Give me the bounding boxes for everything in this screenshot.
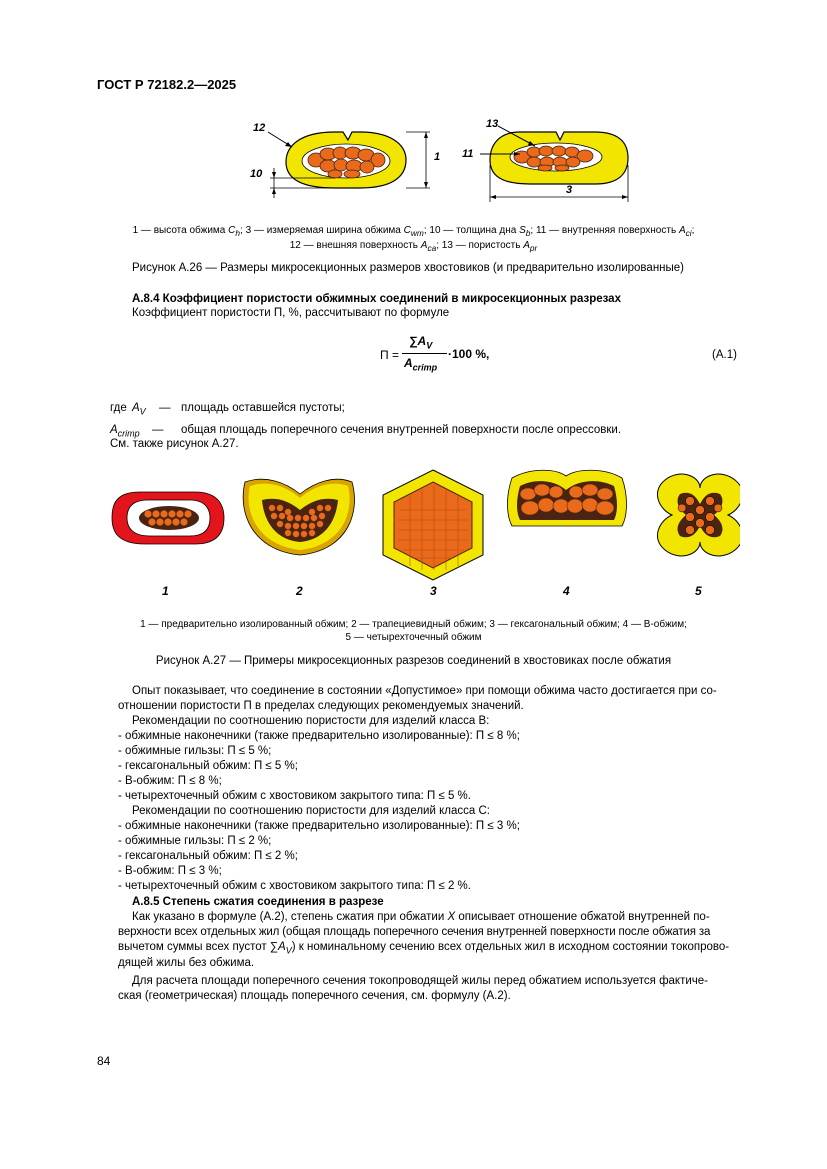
classB-intro: Рекомендации по соотношению пористости для изделий класса В:: [132, 715, 490, 727]
figure-a27: [100, 460, 740, 610]
fig27-legend-line2: 5 — четырехточечный обжим: [345, 632, 482, 643]
formula-number: (А.1): [712, 349, 737, 361]
classB-item-3: - гексагональный обжим: П ≤ 5 %;: [118, 760, 298, 772]
classC-intro: Рекомендации по соотношению пористости для изделий класса С:: [132, 805, 490, 817]
fig26-label-12: 12: [253, 122, 266, 134]
fig26-label-3: 3: [566, 184, 573, 196]
document-header: ГОСТ Р 72182.2—2025: [97, 77, 237, 92]
section-a84-intro: Коэффициент пористости П, %, рассчитывают по формуле: [132, 307, 450, 319]
fig27-item-2-trapezoidal: [243, 479, 354, 555]
body-p1-line2: отношении пористости П в пределах следующих рекомендуемых значений.: [118, 700, 524, 712]
classC-item-2: - обжимные гильзы: П ≤ 2 %;: [118, 835, 272, 847]
fig26-label-10: 10: [250, 168, 263, 180]
classB-item-4: - В-обжим: П ≤ 8 %;: [118, 775, 222, 787]
formula-lhs: П =: [380, 348, 399, 362]
fig27-legend-line1: 1 — предварительно изолированный обжим; 2 — трапециевидный обжим; 3 — гексагональный обжим; 4 — В-обжим;: [140, 619, 687, 630]
fig26-label-1: 1: [434, 151, 441, 163]
fig26-crimp-right: [480, 126, 628, 202]
a85-p2-line2: ская (геометрическая) площадь поперечного сечения, см. формулу (А.2).: [118, 990, 511, 1002]
see-also: См. также рисунок А.27.: [110, 438, 239, 450]
fig27-number-1: 1: [162, 584, 169, 598]
fig26-label-11: 11: [462, 148, 474, 160]
a85-p1-line2: верхности всех отдельных жил (общая площадь поперечного сечения внутренней поверхности после обжатия за: [118, 926, 711, 938]
fig27-number-2: 2: [296, 584, 303, 598]
section-a84-heading: А.8.4 Коэффициент пористости обжимных соединений в микросекционных разрезах: [132, 293, 621, 305]
formula-factor: ·100 %,: [448, 347, 490, 361]
classC-item-4: - В-обжим: П ≤ 3 %;: [118, 865, 222, 877]
page-number: 84: [97, 1054, 111, 1068]
fig26-title: Рисунок А.26 — Размеры микросекционных размеров хвостовиков (и предварительно изолированные): [132, 262, 685, 274]
a85-p1-line3: вычетом суммы всех пустот $\sum A_V$) к номинальному сечению всех отдельных жил в исходном состоянии токопрово-: [118, 941, 730, 956]
a85-p1-line1: Как указано в формуле (А.2), степень сжатия при обжатии X описывает отношение обжатой внутренней по-: [132, 911, 710, 923]
def-av-symbol: $A_V$: [132, 402, 146, 417]
section-a85-heading: А.8.5 Степень сжатия соединения в разрезе: [132, 896, 384, 908]
fig26-legend-line1: 1 — высота обжима $C_h$; 3 — измеряемая ширина обжима $C_{wm}$; 10 — толщина дна $S_b$; 11 — внутренняя поверхность $A_{ci}$;: [132, 225, 695, 238]
def-acrimp-symbol: $A_{crimp}$: [110, 424, 140, 439]
formula-fraction-bar: [402, 353, 447, 354]
fig26-label-13: 13: [486, 118, 499, 130]
fig26-crimp-left: [268, 132, 430, 198]
a85-p1-line4: дящей жилы без обжима.: [118, 957, 255, 969]
fig27-item-3-hexagonal: [383, 470, 483, 580]
where-label: где: [110, 402, 127, 414]
fig27-item-4-b-crimp: [508, 470, 627, 526]
classB-item-1: - обжимные наконечники (также предварительно изолированные): П ≤ 8 %;: [118, 730, 520, 742]
fig27-item-1-preinsulated: [112, 492, 224, 544]
def-av-text: площадь оставшейся пустоты;: [181, 402, 345, 414]
classB-item-2: - обжимные гильзы: П ≤ 5 %;: [118, 745, 272, 757]
fig27-number-5: 5: [695, 584, 702, 598]
body-p1-line1: Опыт показывает, что соединение в состоянии «Допустимое» при помощи обжима часто достигается при со-: [132, 685, 717, 697]
classB-item-5: - четырехточечный обжим с хвостовиком закрытого типа: П ≤ 5 %.: [118, 790, 471, 802]
formula-numerator: $\sum A_V$: [409, 334, 433, 351]
formula-denominator: $A_{crimp}$: [404, 356, 438, 373]
a85-p2-line1: Для расчета площади поперечного сечения токопроводящей жилы перед обжатием используется фактиче-: [132, 975, 708, 987]
fig26-legend-line2: 12 — внешняя поверхность $A_{ca}$; 13 — пористость $A_{pr}$: [289, 240, 538, 253]
classC-item-1: - обжимные наконечники (также предварительно изолированные): П ≤ 3 %;: [118, 820, 520, 832]
def-acrimp-dash: —: [152, 424, 164, 436]
def-av-dash: —: [159, 402, 171, 414]
classC-item-5: - четырехточечный обжим с хвостовиком закрытого типа: П ≤ 2 %.: [118, 880, 471, 892]
fig27-title: Рисунок А.27 — Примеры микросекционных разрезов соединений в хвостовиках после обжатия: [155, 655, 672, 667]
formula-a1: [380, 334, 560, 374]
fig27-number-3: 3: [430, 584, 437, 598]
fig27-item-5-four-point: [657, 474, 740, 556]
fig27-number-4: 4: [563, 584, 570, 598]
classC-item-3: - гексагональный обжим: П ≤ 2 %;: [118, 850, 298, 862]
def-acrimp-text: общая площадь поперечного сечения внутренней поверхности после опрессовки.: [181, 424, 622, 436]
